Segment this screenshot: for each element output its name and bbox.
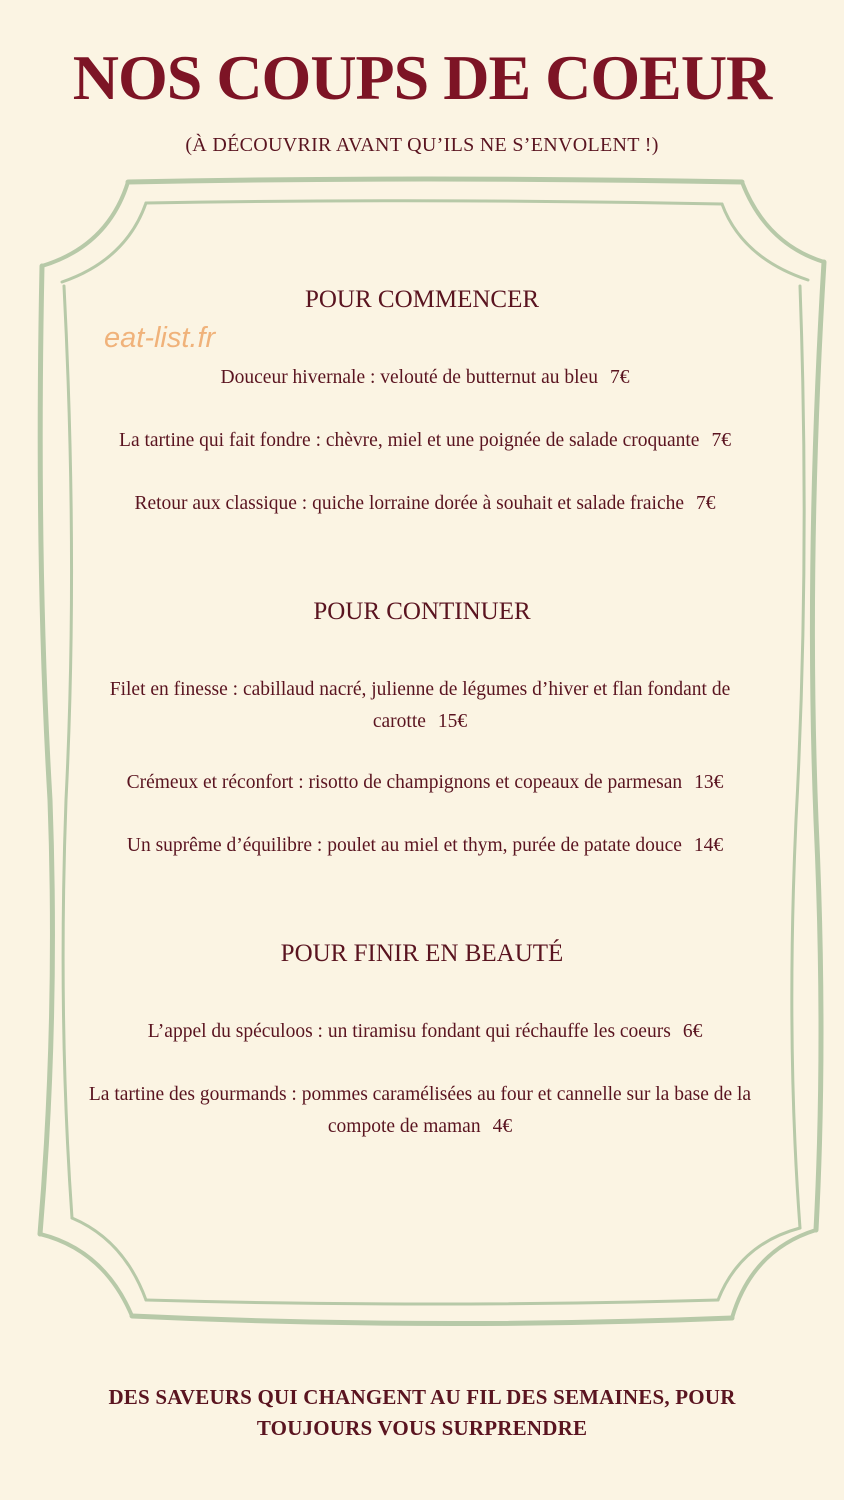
section-title-mains: POUR CONTINUER <box>313 598 531 625</box>
menu-item-price: 14€ <box>693 835 724 856</box>
menu-item <box>70 674 770 738</box>
watermark: eat-list.fr <box>104 322 216 354</box>
menu-item-text: Crémeux et réconfort : risotto de champignons et copeaux de parmesan <box>126 772 683 793</box>
section-title-desserts: POUR FINIR EN BEAUTÉ <box>280 940 564 967</box>
menu-item-price: 4€ <box>492 1116 513 1137</box>
menu-item <box>60 830 790 862</box>
menu-item-price: 7€ <box>711 430 731 451</box>
menu-item <box>60 1016 790 1048</box>
menu-item <box>60 362 790 394</box>
section-title-starters: POUR COMMENCER <box>304 286 540 313</box>
menu-item-text: La tartine des gourmands : pommes caramélisées au four et cannelle sur la base de la compote de maman <box>88 1084 752 1137</box>
menu-item-text: Filet en finesse : cabillaud nacré, julienne de légumes d’hiver et flan fondant de carotte <box>109 679 731 732</box>
page-title: NOS COUPS DE COEUR <box>72 42 772 113</box>
menu-item-text: Un suprême d’équilibre : poulet au miel et thym, purée de patate douce <box>126 835 682 856</box>
menu-item <box>80 1079 760 1143</box>
page-subtitle: (À DÉCOUVRIR AVANT QU’ILS NE S’ENVOLENT !) <box>185 134 659 156</box>
menu-item-price: 7€ <box>609 367 630 388</box>
menu-item-price: 6€ <box>682 1021 703 1042</box>
menu-item-text: La tartine qui fait fondre : chèvre, miel et une poignée de salade croquante <box>119 430 700 451</box>
footer-tagline: DES SAVEURS QUI CHANGENT AU FIL DES SEMAINES, POUR TOUJOURS VOUS SURPRENDRE <box>108 1385 736 1440</box>
menu-item <box>60 767 790 799</box>
menu-item-text: Retour aux classique : quiche lorraine dorée à souhait et salade fraiche <box>134 493 685 514</box>
menu-item-text: Douceur hivernale : velouté de butternut au bleu <box>220 367 598 388</box>
menu-item <box>40 425 810 457</box>
menu-item-text: L’appel du spéculoos : un tiramisu fondant qui réchauffe les coeurs <box>147 1021 671 1042</box>
menu-item-price: 7€ <box>696 493 716 514</box>
menu-item <box>60 488 790 520</box>
menu-item-price: 15€ <box>437 711 468 732</box>
menu-item-price: 13€ <box>694 772 724 793</box>
